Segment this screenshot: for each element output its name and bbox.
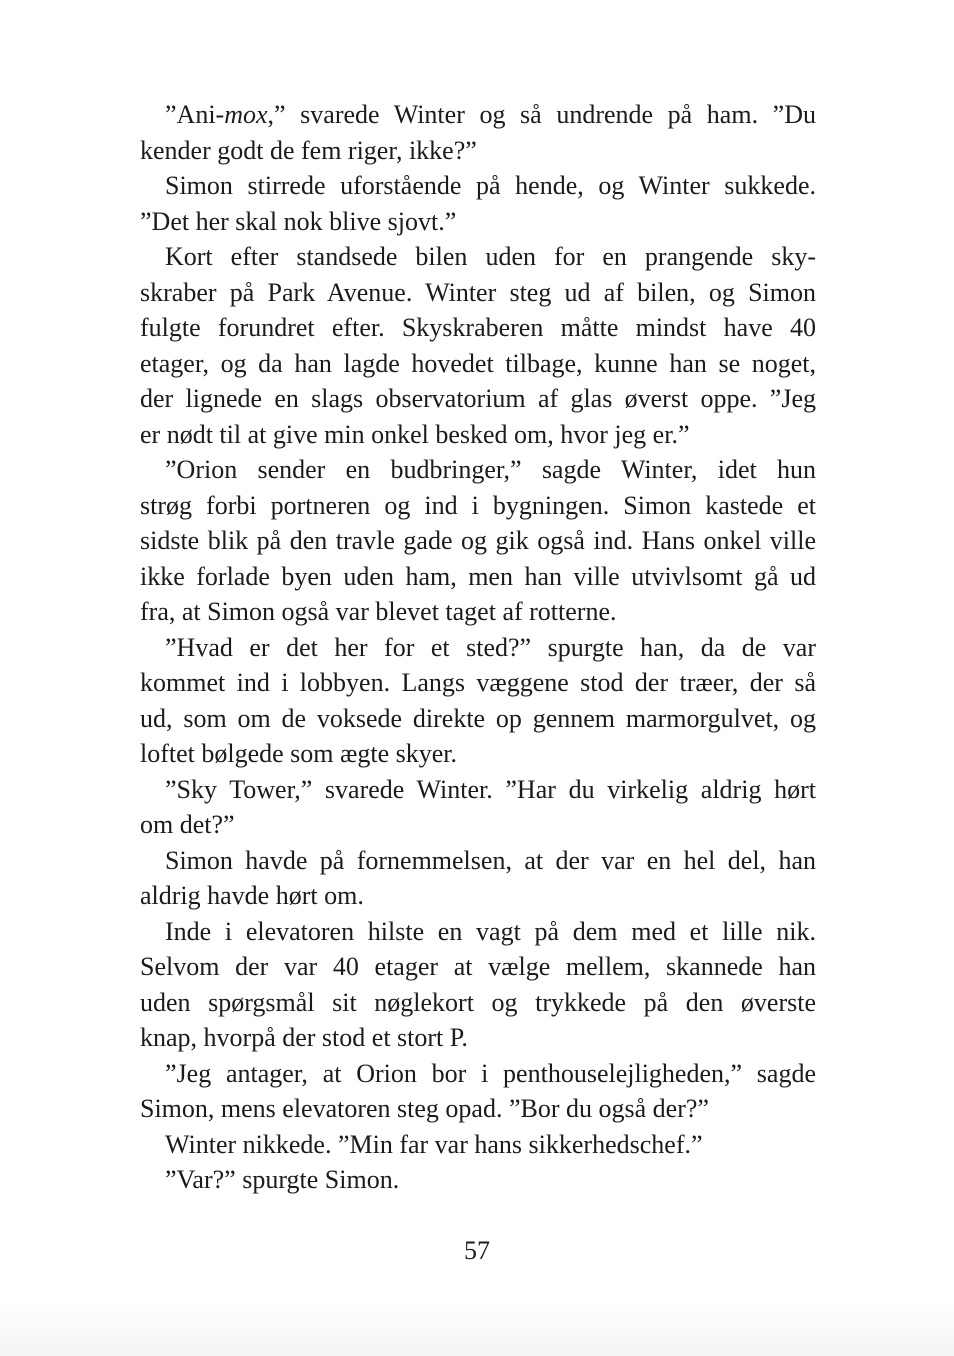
paragraph xyxy=(140,97,816,168)
text-line: ”Var?” spurgte Simon. xyxy=(165,1165,400,1194)
page-number: 57 xyxy=(464,1236,490,1265)
paragraph xyxy=(140,772,816,843)
paragraph xyxy=(140,168,816,239)
text-line: er nødt til at give min onkel besked om, hvor jeg er.” xyxy=(140,419,690,449)
text-line: Selvom der var 40 etager at vælge mellem, skannede han xyxy=(140,952,816,981)
text-line: ”Orion sender en budbringer,” sagde Winter, idet hun xyxy=(165,455,816,484)
text-block xyxy=(140,97,816,1198)
text-line: uden spørgsmål sit nøglekort og trykkede på den øverste xyxy=(140,987,816,1017)
paragraph xyxy=(140,1056,816,1127)
text-line: sidste blik på den travle gade og gik også ind. Hans onkel ville xyxy=(140,526,816,555)
text-line: Simon havde på fornemmelsen, at der var en hel del, han xyxy=(165,845,816,875)
text-line: ”Det her skal nok blive sjovt.” xyxy=(140,206,457,236)
text-line: kender godt de fem riger, ikke?” xyxy=(140,135,477,165)
text-line: fulgte forundret efter. Skyskraberen måtte mindst have 40 xyxy=(140,313,816,342)
text-line: ikke forlade byen uden ham, men han ville utvivlsomt gå ud xyxy=(140,561,816,591)
paragraph xyxy=(140,239,816,452)
text-line: Simon, mens elevatoren steg opad. ”Bor du også der?” xyxy=(140,1094,709,1123)
text-line: ”Sky Tower,” svarede Winter. ”Har du virkelig aldrig hørt xyxy=(165,774,816,804)
text-line: Simon stirrede uforstående på hende, og Winter sukkede. xyxy=(165,171,816,200)
text-line: om det?” xyxy=(140,810,235,839)
paragraph xyxy=(140,452,816,630)
text-line: loftet bølgede som ægte skyer. xyxy=(140,739,458,768)
text-line: strøg forbi portneren og ind i bygningen. Simon kastede et xyxy=(140,490,816,520)
text-line: knap, hvorpå der stod et stort P. xyxy=(140,1023,468,1052)
text-line: etager, og da han lagde hovedet tilbage, kunne han se noget, xyxy=(140,348,816,378)
paragraph xyxy=(140,843,816,914)
page-bottom-shadow xyxy=(0,1304,954,1356)
text-line: der lignede en slags observatorium af glas øverst oppe. ”Jeg xyxy=(140,384,816,413)
text-line: ”Hvad er det her for et sted?” spurgte han, da de var xyxy=(165,632,816,662)
paragraph xyxy=(140,1127,816,1163)
text-line: Kort efter standsede bilen uden for en prangende sky- xyxy=(165,242,816,271)
text-line: fra, at Simon også var blevet taget af rotterne. xyxy=(140,597,617,626)
text-line: ”Jeg antager, at Orion bor i penthouselejligheden,” sagde xyxy=(165,1058,816,1088)
text-line: aldrig havde hørt om. xyxy=(140,881,364,910)
paragraph xyxy=(140,1162,816,1198)
italic-word: mox xyxy=(224,100,268,129)
paragraph xyxy=(140,630,816,772)
text-line: ”Ani-mox,” svarede Winter og så undrende på ham. ”Du xyxy=(165,100,816,129)
paragraph xyxy=(140,914,816,1056)
text-line: Winter nikkede. ”Min far var hans sikkerhedschef.” xyxy=(165,1129,703,1159)
text-line: Inde i elevatoren hilste en vagt på dem med et lille nik. xyxy=(165,916,816,946)
text-line: skraber på Park Avenue. Winter steg ud af bilen, og Simon xyxy=(140,277,816,307)
text-line: ud, som om de voksede direkte op gennem marmorgulvet, og xyxy=(140,703,816,733)
text-line: kommet ind i lobbyen. Langs væggene stod der træer, der så xyxy=(140,668,816,697)
